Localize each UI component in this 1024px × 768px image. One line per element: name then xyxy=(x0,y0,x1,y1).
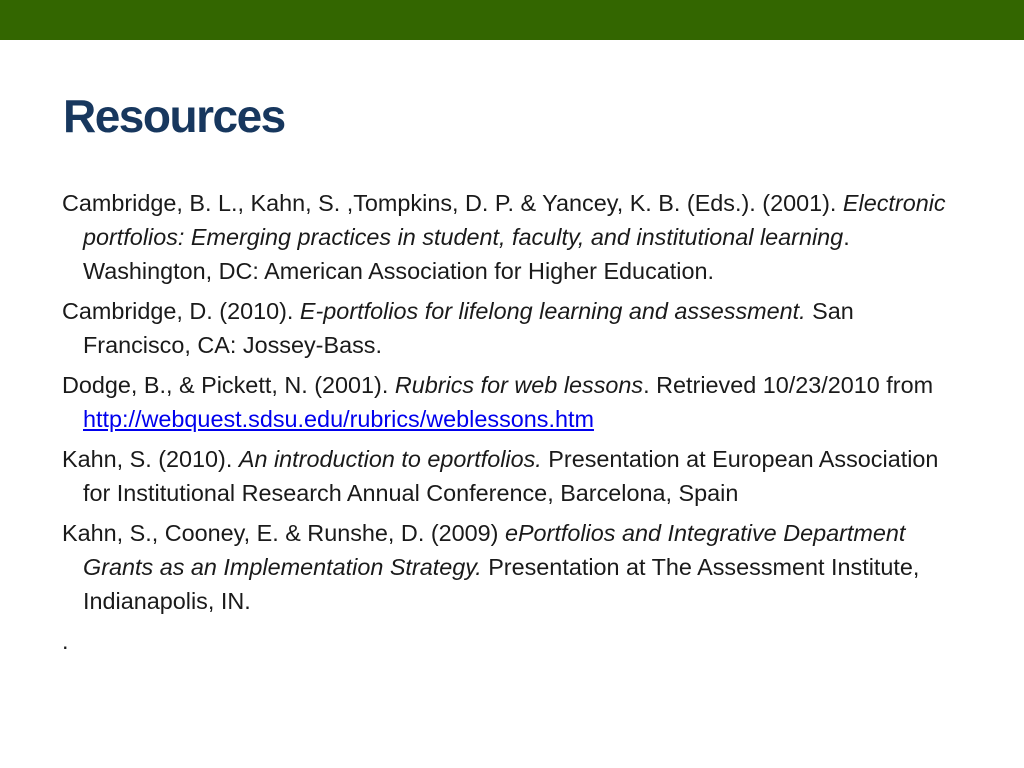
reference-authors: Cambridge, D. (2010). xyxy=(62,298,300,324)
reference-title: ePortfolios and Integrative Department Grants as an Implementation Strategy. xyxy=(83,520,906,580)
reference-retrieved: . Retrieved 10/23/2010 from xyxy=(643,372,934,398)
reference-title: Electronic portfolios: Emerging practices in student, faculty, and institutional learning xyxy=(83,190,946,250)
reference-item-kahn-2009 xyxy=(62,516,967,618)
reference-title: Rubrics for web lessons xyxy=(394,372,644,398)
reference-publisher: . Washington, DC: American Association for Higher Education. xyxy=(83,224,850,284)
reference-publisher: San Francisco, CA: Jossey-Bass. xyxy=(83,298,854,358)
slide-title: Resources xyxy=(63,90,285,142)
reference-venue: Presentation at The Assessment Institute, Indianapolis, IN. xyxy=(83,554,920,614)
reference-authors: Cambridge, B. L., Kahn, S. ,Tompkins, D. P. & Yancey, K. B. (Eds.). (2001). xyxy=(62,190,843,216)
trailing-bullet-dot: . xyxy=(62,628,69,654)
reference-list xyxy=(62,186,967,658)
rubrics-weblessons-link[interactable]: http://webquest.sdsu.edu/rubrics/weblessons.htm xyxy=(83,406,594,432)
reference-authors: Kahn, S., Cooney, E. & Runshe, D. (2009) xyxy=(62,520,505,546)
reference-item-dodge-2001 xyxy=(62,368,967,436)
reference-venue: Presentation at European Association for Institutional Research Annual Conference, Barcelona, Spain xyxy=(83,446,939,506)
reference-title: An introduction to eportfolios. xyxy=(238,446,542,472)
top-accent-bar xyxy=(0,0,1024,40)
reference-authors: Kahn, S. (2010). xyxy=(62,446,239,472)
reference-item-kahn-2010 xyxy=(62,442,967,510)
reference-title: E-portfolios for lifelong learning and assessment. xyxy=(299,298,806,324)
reference-item-cambridge-2001 xyxy=(62,186,967,288)
reference-authors: Dodge, B., & Pickett, N. (2001). xyxy=(62,372,395,398)
reference-item-cambridge-2010 xyxy=(62,294,967,362)
